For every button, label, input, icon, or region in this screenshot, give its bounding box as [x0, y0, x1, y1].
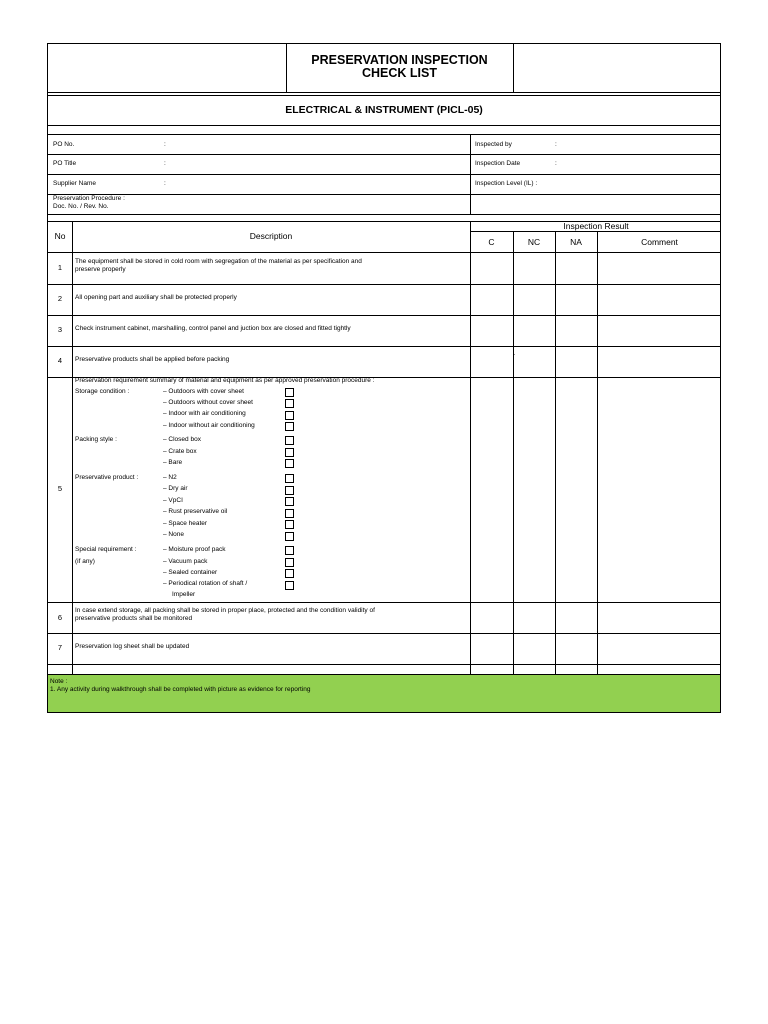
- supplier-name-colon: :: [164, 180, 166, 187]
- special-requirement-note: (if any): [75, 558, 95, 565]
- procedure-label-line1: Preservation Procedure :: [53, 195, 125, 202]
- title-line-2: CHECK LIST: [362, 66, 437, 80]
- special-option-1: – Moisture proof pack: [163, 546, 226, 553]
- row-6-description-line1: In case extend storage, all packing shall be stored in proper place, protected and the condition validity of: [75, 607, 375, 614]
- row-2-description: All opening part and auxiliary shall be protected properly: [75, 294, 237, 301]
- col-no-header: No: [54, 231, 66, 241]
- storage-option-4: – Indoor without air conditioning: [163, 422, 255, 429]
- po-title-label: PO Title: [53, 160, 77, 167]
- product-option-4: – Rust preservative oil: [163, 508, 228, 515]
- packing-option-2: – Crate box: [163, 448, 197, 455]
- page-subtitle: ELECTRICAL & INSTRUMENT (PICL-05): [285, 104, 483, 116]
- note-label: Note :: [50, 678, 68, 685]
- storage-option-3: – Indoor with air conditioning: [163, 410, 246, 417]
- note-line-1: 1. Any activity during walkthrough shall be completed with picture as evidence for reporting: [50, 686, 311, 693]
- storage-option-2-checkbox[interactable]: [285, 399, 294, 408]
- col-no-divider: [72, 221, 73, 674]
- product-option-1-checkbox[interactable]: [285, 474, 294, 483]
- title-line-1: PRESERVATION INSPECTION: [311, 53, 488, 67]
- row-5-description: Preservation requirement summary of material and equipment as per approved preservation procedure :: [75, 377, 375, 384]
- title-divider-right: [513, 44, 514, 92]
- page-title: [286, 54, 513, 80]
- special-option-3-checkbox[interactable]: [285, 569, 294, 578]
- special-requirement-label: Special requirement :: [75, 546, 137, 553]
- col-nc-header: NC: [527, 237, 541, 247]
- special-option-4: – Periodical rotation of shaft /: [163, 580, 248, 587]
- preservative-product-label: Preservative product :: [75, 474, 139, 481]
- product-option-4-checkbox[interactable]: [285, 509, 294, 518]
- row-1-description-line1: The equipment shall be stored in cold room with segregation of the material as per specification and: [75, 258, 362, 265]
- note-panel: [48, 674, 720, 712]
- col-comment-header: Comment: [641, 237, 678, 247]
- po-no-label: PO No.: [53, 141, 75, 148]
- packing-option-1: – Closed box: [163, 436, 201, 443]
- row-5-no: 5: [57, 484, 63, 493]
- col-description-header: Description: [249, 231, 293, 241]
- packing-option-3: – Bare: [163, 459, 183, 466]
- row-4-description: Preservative products shall be applied before packing: [75, 356, 230, 363]
- storage-option-4-checkbox[interactable]: [285, 422, 294, 431]
- product-option-5-checkbox[interactable]: [285, 520, 294, 529]
- row-4-no: 4: [57, 356, 63, 365]
- storage-option-1-checkbox[interactable]: [285, 388, 294, 397]
- product-option-5: – Space heater: [163, 520, 208, 527]
- special-option-4-checkbox[interactable]: [285, 581, 294, 590]
- product-option-3: – VpCI: [163, 497, 183, 504]
- col-c-header: C: [488, 237, 495, 247]
- col-nc-divider: [513, 231, 514, 674]
- storage-condition-label: Storage condition :: [75, 388, 130, 395]
- col-c-divider: [470, 221, 471, 674]
- row-1-no: 1: [57, 263, 63, 272]
- special-option-3: – Sealed container: [163, 569, 218, 576]
- row-7-no: 7: [57, 643, 63, 652]
- storage-option-3-checkbox[interactable]: [285, 411, 294, 420]
- special-option-2-checkbox[interactable]: [285, 558, 294, 567]
- row-3-no: 3: [57, 325, 63, 334]
- inspection-date-label: Inspection Date: [475, 160, 521, 167]
- product-option-3-checkbox[interactable]: [285, 497, 294, 506]
- special-option-1-checkbox[interactable]: [285, 546, 294, 555]
- stray-mark: -: [513, 351, 516, 358]
- col-comment-divider: [597, 231, 598, 674]
- product-option-6-checkbox[interactable]: [285, 532, 294, 541]
- col-na-divider: [555, 231, 556, 674]
- row-7-description: Preservation log sheet shall be updated: [75, 643, 190, 650]
- product-option-2: – Dry air: [163, 485, 188, 492]
- packing-option-2-checkbox[interactable]: [285, 448, 294, 457]
- product-option-2-checkbox[interactable]: [285, 486, 294, 495]
- storage-option-1: – Outdoors with cover sheet: [163, 388, 244, 395]
- row-2-no: 2: [57, 294, 63, 303]
- inspection-level-label: Inspection Level (IL) :: [475, 180, 538, 187]
- packing-option-3-checkbox[interactable]: [285, 459, 294, 468]
- inspected-by-label: Inspected by: [475, 141, 512, 148]
- special-option-2: – Vacuum pack: [163, 558, 208, 565]
- procedure-label-line2: Doc. No. / Rev. No.: [53, 203, 109, 210]
- product-option-1: – N2: [163, 474, 177, 481]
- row-6-description-line2: preservative products shall be monitored: [75, 615, 193, 622]
- col-result-header: Inspection Result: [563, 221, 629, 231]
- row-6-no: 6: [57, 613, 63, 622]
- row-1-description-line2: preserve properly: [75, 266, 126, 273]
- po-no-colon: :: [164, 141, 166, 148]
- po-title-colon: :: [164, 160, 166, 167]
- row-3-description: Check instrument cabinet, marshalling, control panel and juction box are closed and fitted tightly: [75, 325, 351, 332]
- col-na-header: NA: [570, 237, 582, 247]
- supplier-name-label: Supplier Name: [53, 180, 96, 187]
- storage-option-2: – Outdoors without cover sheet: [163, 399, 253, 406]
- inspected-by-colon: :: [555, 141, 557, 148]
- packing-option-1-checkbox[interactable]: [285, 436, 294, 445]
- special-option-4-continuation: Impeller: [172, 591, 196, 598]
- packing-style-label: Packing style :: [75, 436, 117, 443]
- product-option-6: – None: [163, 531, 184, 538]
- inspection-date-colon: :: [555, 160, 557, 167]
- checklist-sheet: [47, 43, 721, 713]
